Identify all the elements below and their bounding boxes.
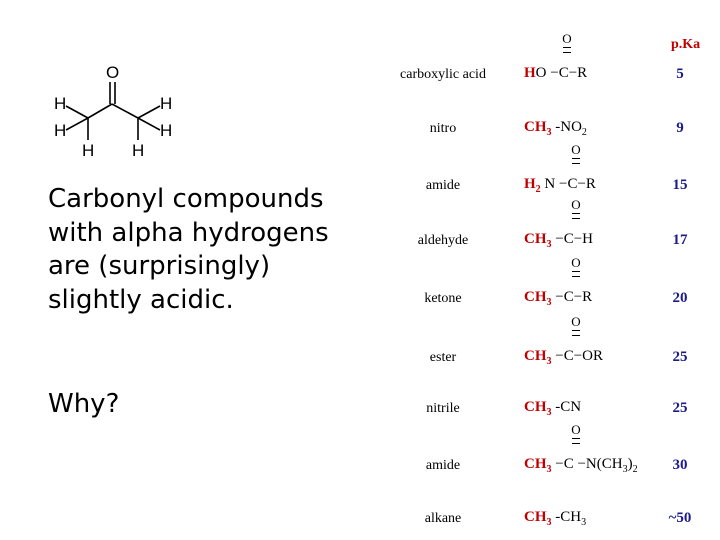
subscript: 3 [546,239,552,250]
compound-formula [524,31,588,82]
acidic-hydrogen: H [524,65,536,81]
acidic-hydrogen: CH [524,119,547,135]
subscript: 2 [581,127,587,138]
acidic-hydrogen: CH [524,231,547,247]
subscript: 3 [546,407,552,418]
main-statement-line-2: with alpha hydrogens [48,217,329,248]
double-bond-mark [572,158,580,164]
pka-value: 20 [672,290,688,306]
atom-h-top-left: H [54,94,67,113]
carbonyl-oxygen-label: O [571,197,581,212]
subscript: 3 [546,464,552,475]
molecule-svg [48,60,188,160]
formula-rest: -CH [551,509,582,525]
acidic-hydrogen: CH [524,289,547,305]
main-statement-line-3: are (surprisingly) [48,251,271,281]
pka-value: 5 [676,66,684,82]
compound-class-label: aldehyde [417,233,469,248]
double-bond-mark [563,47,571,53]
carbonyl-oxygen-label: O [571,314,581,329]
bond-h-mid-left [66,118,88,130]
main-statement-line-4: slightly acidic. [48,284,234,315]
formula-rest: N −C−R [540,176,596,192]
atom-h-mid-right: H [160,121,173,140]
bond-h-top-left [66,106,88,118]
subscript: 3 [546,356,552,367]
atom-oxygen: O [106,63,120,82]
bond-left-alpha [88,104,112,118]
atom-h-bottom-left: H [82,141,95,160]
carbonyl-oxygen-label: O [571,255,581,270]
compound-class-label: amide [425,458,461,473]
formula-rest: −C−R [551,289,593,305]
carbonyl-oxygen [570,315,582,336]
formula-rest: −C−OR [551,348,604,364]
acidic-hydrogen: CH [524,509,547,525]
subscript: 3 [546,517,552,528]
carbonyl-structure-diagram [48,60,188,160]
main-statement [48,183,388,317]
formula-rest: −C −N(CH [551,456,623,472]
carbonyl-oxygen-label: O [571,422,581,437]
atom-h-top-right: H [160,94,173,113]
compound-class-label: ketone [424,291,462,306]
carbonyl-oxygen [570,423,582,444]
formula-rest: -CN [551,399,582,415]
compound-class-label: amide [425,178,461,193]
carbonyl-oxygen [570,143,582,164]
table-row [0,509,720,528]
compound-class-label: nitro [429,121,457,136]
formula-rest: -NO [551,119,582,135]
pka-value: 30 [672,457,688,473]
formula-rest: −C−H [551,231,594,247]
acidic-hydrogen: H [524,176,536,192]
compound-formula [524,142,596,195]
subscript: 3 [546,297,552,308]
compound-formula [524,314,604,367]
main-statement-line-1: Carbonyl compounds [48,184,324,214]
acidic-hydrogen: CH [524,456,547,472]
compound-class-label: nitrile [426,401,460,416]
atom-h-mid-left: H [54,121,67,140]
pka-value: 9 [676,120,684,136]
atom-h-bottom-right: H [132,141,145,160]
subscript: 2 [632,464,638,475]
subscript: 3 [622,464,628,475]
subscript: 3 [581,517,587,528]
acidic-hydrogen: CH [524,348,547,364]
pka-column-header: p.Ka [671,37,701,52]
bond-h-mid-right [138,118,160,130]
double-bond-mark [572,330,580,336]
pka-value: 17 [672,232,688,248]
compound-formula [524,119,587,138]
pka-value: ~50 [668,510,692,526]
double-bond-mark [572,271,580,277]
compound-class-label: carboxylic acid [400,67,486,82]
pka-value: 15 [672,177,688,193]
compound-class-label: ester [429,350,457,365]
double-bond-mark [572,438,580,444]
compound-class-label: alkane [424,511,462,526]
table-row [0,422,720,475]
formula-rest: ) [627,456,633,472]
formula-rest: O −C−R [535,65,588,81]
carbonyl-oxygen [561,32,573,53]
carbonyl-oxygen-label: O [571,142,581,157]
carbonyl-oxygen [570,256,582,277]
compound-formula [524,422,638,475]
table-row [0,142,720,195]
compound-formula [524,197,594,250]
subscript: 2 [535,184,541,195]
acidic-hydrogen: CH [524,399,547,415]
table-row [0,314,720,367]
question-text: Why? [48,389,120,419]
pka-value: 25 [672,349,688,365]
carbonyl-oxygen-label: O [562,31,572,46]
compound-formula [524,509,586,528]
subscript: 3 [546,127,552,138]
compound-formula [524,255,593,308]
carbonyl-oxygen [570,198,582,219]
bond-right-alpha [112,104,138,118]
compound-formula [524,399,581,418]
pka-value: 25 [672,400,688,416]
bond-h-top-right [138,106,160,118]
double-bond-mark [572,213,580,219]
table-row [0,119,720,138]
